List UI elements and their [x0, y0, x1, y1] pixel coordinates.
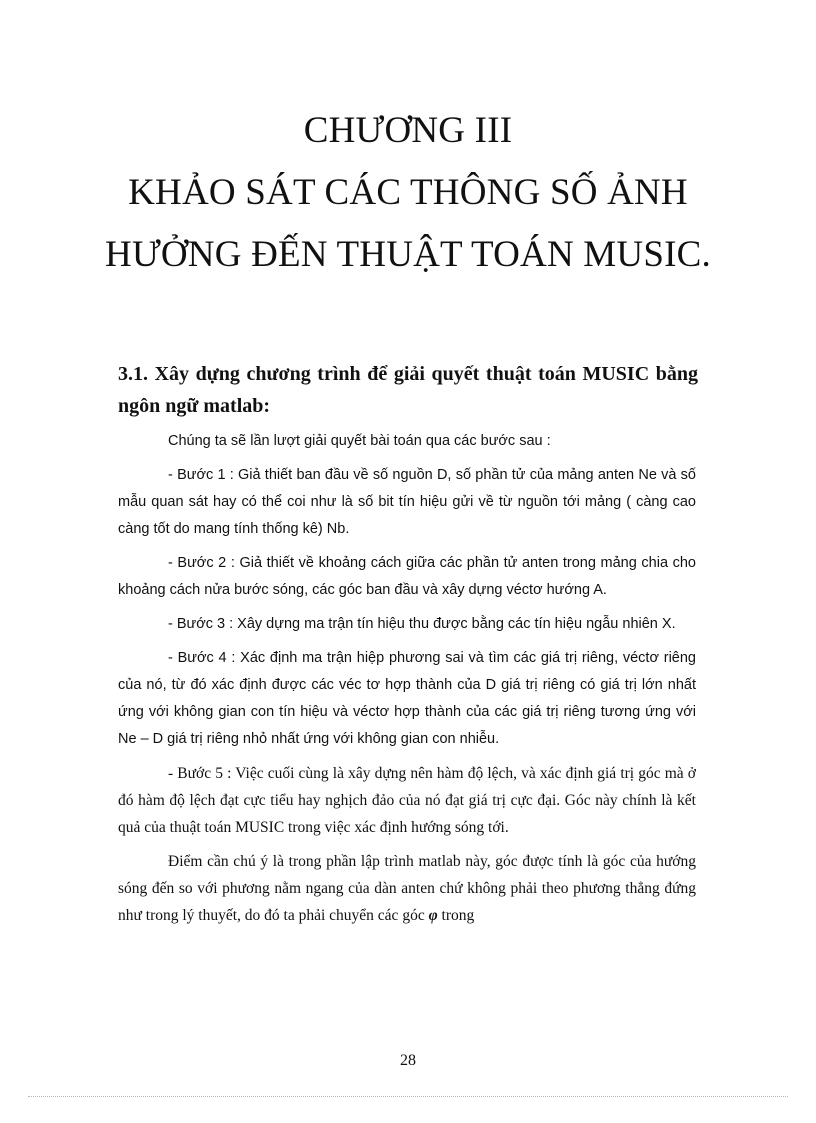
note-text-end: trong [441, 907, 475, 924]
step-3-paragraph: - Bước 3 : Xây dựng ma trận tín hiệu thu được bằng các tín hiệu ngẫu nhiên X. [168, 616, 676, 632]
phi-symbol: φ [428, 907, 438, 924]
intro-paragraph: Chúng ta sẽ lần lượt giải quyết bài toán qua các bước sau : [168, 433, 551, 449]
step-5-paragraph: - Bước 5 : Việc cuối cùng là xây dựng nên hàm độ lệch, và xác định giá trị góc mà ở đó hàm độ lệch đạt cực tiểu hay nghịch đảo của nó đạt giá trị cực đại. Góc này chính là kết quả của thuật toán MUSIC trong việc xác định hướng sóng tới. [118, 765, 696, 836]
step-4-paragraph: - Bước 4 : Xác định ma trận hiệp phương sai và tìm các giá trị riêng, véctơ riêng của nó, từ đó xác định được các véc tơ hợp thành của D giá trị riêng có giá trị lớn nhất ứng với không gian con tín hiệu và véctơ hợp thành của các giá trị riêng tương ứng với Ne – D giá trị riêng nhỏ nhất ứng với không gian con nhiễu. [118, 650, 696, 747]
note-text: Điểm cần chú ý là trong phần lập trình matlab này, góc được tính là góc của hướng sóng đến so với phương nằm ngang của dàn anten chứ không phải theo phương thẳng đứng như trong lý thuyết, do đó ta phải chuyển các góc [118, 853, 696, 924]
chapter-title [0, 100, 816, 286]
body-text [118, 428, 696, 936]
section-heading: 3.1. Xây dựng chương trình để giải quyết thuật toán MUSIC bằng ngôn ngữ matlab: [118, 363, 698, 417]
chapter-title-line-1: KHẢO SÁT CÁC THÔNG SỐ ẢNH [128, 172, 688, 213]
page-bottom-border [28, 1096, 788, 1097]
step-2-paragraph: - Bước 2 : Giả thiết về khoảng cách giữa các phần tử anten trong mảng chia cho khoảng cách nửa bước sóng, các góc ban đầu và xây dựng véctơ hướng A. [118, 555, 696, 598]
chapter-title-line-2: HƯỞNG ĐẾN THUẬT TOÁN MUSIC. [105, 234, 711, 275]
chapter-number: CHƯƠNG III [303, 110, 513, 151]
page-number: 28 [400, 1052, 416, 1069]
step-1-paragraph: - Bước 1 : Giả thiết ban đầu về số nguồn D, số phần tử của mảng anten Ne và số mẫu quan sát hay có thể coi như là số bit tín hiệu gửi về từ nguồn tới mảng ( càng cao càng tốt do mang tính thống kê) Nb. [118, 467, 696, 537]
note-paragraph [118, 848, 696, 929]
